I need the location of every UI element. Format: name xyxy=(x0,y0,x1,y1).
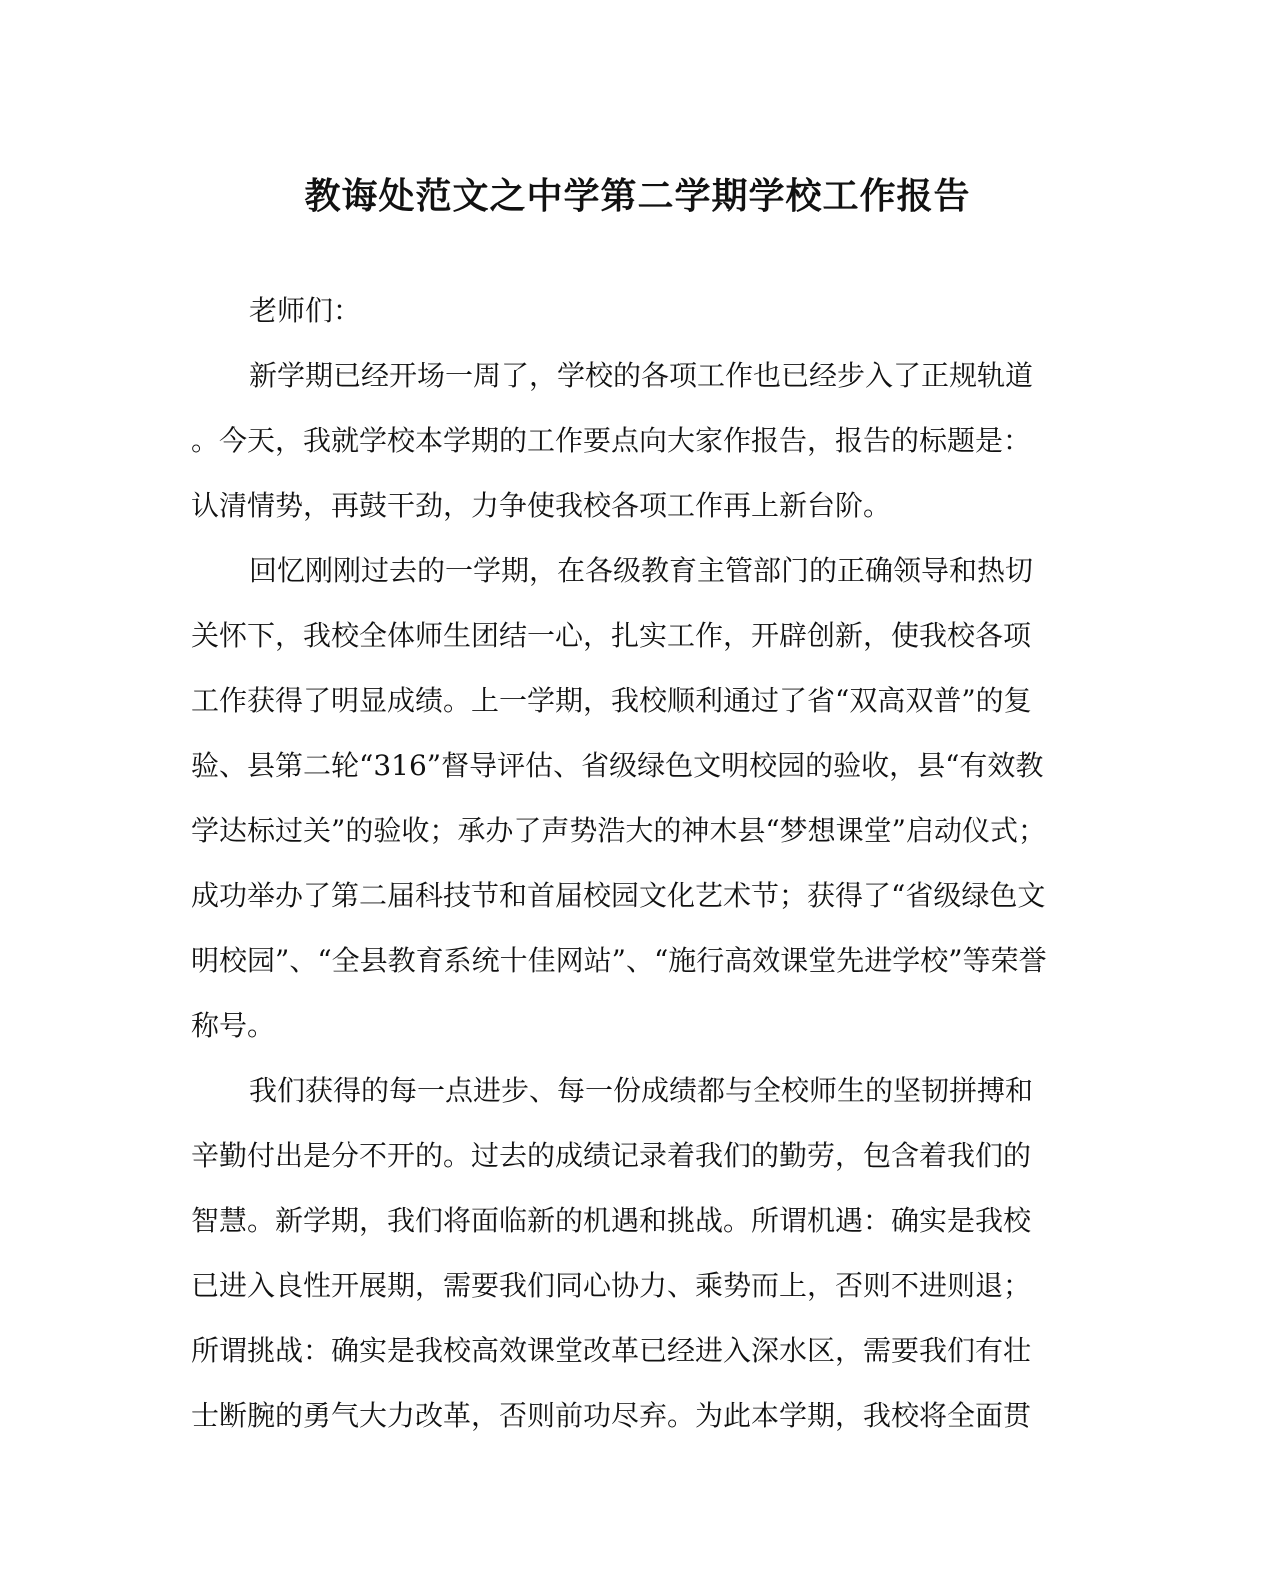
text-line: 验、县第二轮“316”督导评估、省级绿色文明校园的验收，县“有效教 xyxy=(191,749,1044,782)
text-line: 已进入良性开展期，需要我们同心协力、乘势而上，否则不进则退； xyxy=(191,1269,1032,1302)
text-line: 称号。 xyxy=(191,1009,276,1042)
document-title: 教诲处范文之中学第二学期学校工作报告 xyxy=(304,175,971,217)
text-line: 新学期已经开场一周了，学校的各项工作也已经步入了正规轨道 xyxy=(249,359,1034,392)
text-line: 智慧。新学期，我们将面临新的机遇和挑战。所谓机遇：确实是我校 xyxy=(191,1204,1032,1237)
document-body xyxy=(191,278,1071,1448)
text-line: 老师们： xyxy=(249,294,362,327)
text-line: 关怀下，我校全体师生团结一心，扎实工作，开辟创新，使我校各项 xyxy=(191,619,1032,652)
text-line: 回忆刚刚过去的一学期，在各级教育主管部门的正确领导和热切 xyxy=(249,554,1034,587)
text-line: 士断腕的勇气大力改革，否则前功尽弃。为此本学期，我校将全面贯 xyxy=(191,1399,1032,1432)
text-line: 明校园”、“全县教育系统十佳网站”、“施行高效课堂先进学校”等荣誉 xyxy=(191,944,1047,977)
text-line: 。今天，我就学校本学期的工作要点向大家作报告，报告的标题是： xyxy=(191,424,1032,457)
text-line: 所谓挑战：确实是我校高效课堂改革已经进入深水区，需要我们有壮 xyxy=(191,1334,1032,1367)
text-line: 学达标过关”的验收；承办了声势浩大的神木县“梦想课堂”启动仪式； xyxy=(191,814,1046,847)
text-line: 工作获得了明显成绩。上一学期，我校顺利通过了省“双高双普”的复 xyxy=(191,684,1032,717)
text-line: 辛勤付出是分不开的。过去的成绩记录着我们的勤劳，包含着我们的 xyxy=(191,1139,1032,1172)
text-line: 认清情势，再鼓干劲，力争使我校各项工作再上新台阶。 xyxy=(191,489,892,522)
text-line: 我们获得的每一点进步、每一份成绩都与全校师生的坚韧拼搏和 xyxy=(249,1074,1034,1107)
text-line: 成功举办了第二届科技节和首届校园文化艺术节；获得了“省级绿色文 xyxy=(191,879,1046,912)
